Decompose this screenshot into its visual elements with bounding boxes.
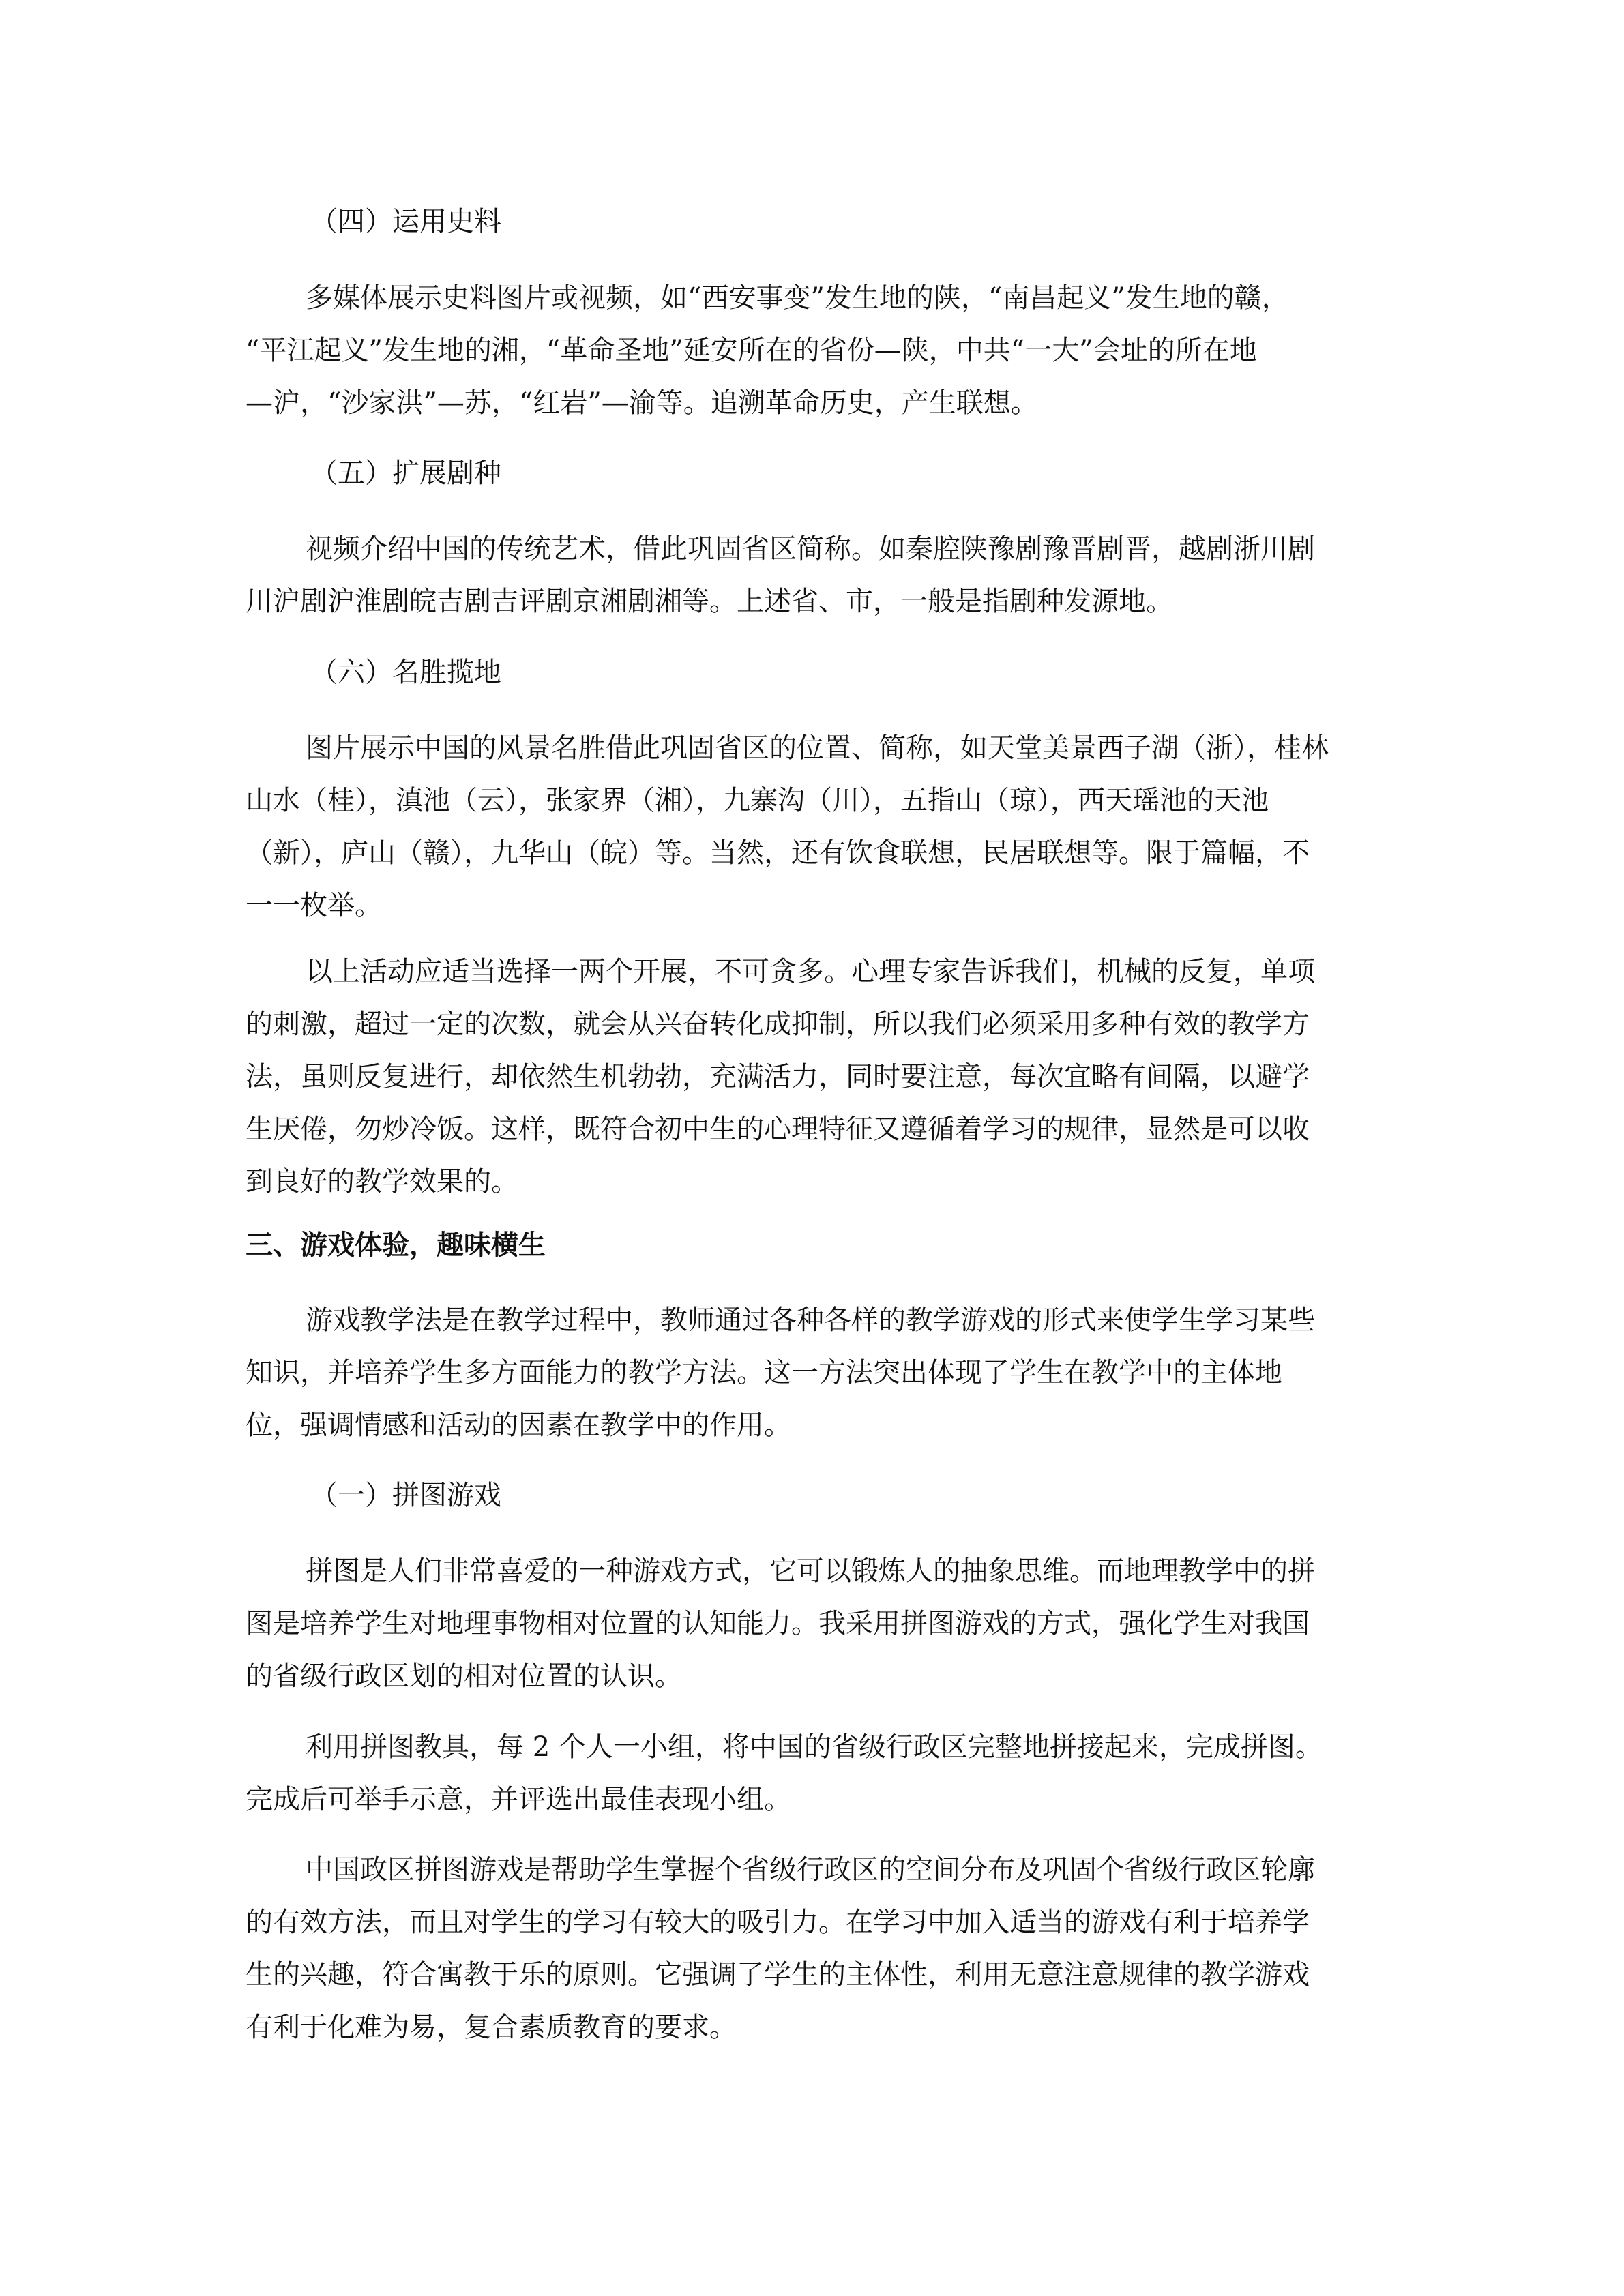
text-line: 山水（桂），滇池（云），张家界（湘），九寨沟（川），五指山（琼），西天瑶池的天池	[246, 785, 1269, 816]
text-line: 到良好的教学效果的。	[246, 1166, 518, 1197]
text-line: 游戏教学法是在教学过程中，教师通过各种各样的教学游戏的形式来使学生学习某些	[306, 1304, 1315, 1336]
text-line: 法，虽则反复进行，却依然生机勃勃，充满活力，同时要注意，每次宜略有间隔，以避学	[246, 1061, 1310, 1092]
part-heading-game-experience: 三、游戏体验，趣味横生	[246, 1229, 546, 1261]
text-line: 视频介绍中国的传统艺术，借此巩固省区简称。如秦腔陕豫剧豫晋剧晋，越剧浙川剧	[306, 533, 1315, 565]
text-line: 知识，并培养学生多方面能力的教学方法。这一方法突出体现了学生在教学中的主体地	[246, 1357, 1282, 1388]
text-line: 以上活动应适当选择一两个开展，不可贪多。心理专家告诉我们，机械的反复，单项	[306, 956, 1315, 987]
text-line: 图片展示中国的风景名胜借此巩固省区的位置、简称，如天堂美景西子湖（浙），桂林	[306, 732, 1329, 764]
paragraph-historical-materials	[246, 272, 1378, 430]
text-line: 中国政区拼图游戏是帮助学生掌握个省级行政区的空间分布及巩固个省级行政区轮廓	[306, 1854, 1315, 1885]
text-line: 图是培养学生对地理事物相对位置的认知能力。我采用拼图游戏的方式，强化学生对我国	[246, 1608, 1310, 1639]
paragraph-puzzle-summary	[246, 1844, 1378, 2054]
text-line: —沪，“沙家洪”—苏，“红岩”—渝等。追溯革命历史，产生联想。	[246, 387, 1038, 419]
text-line: “平江起义”发生地的湘，“革命圣地”延安所在的省份—陕，中共“一大”会址的所在地	[246, 335, 1257, 366]
paragraph-scenic-spots	[246, 722, 1378, 932]
text-line: 的刺激，超过一定的次数，就会从兴奋转化成抑制，所以我们必须采用多种有效的教学方	[246, 1009, 1310, 1040]
paragraph-puzzle-intro	[246, 1545, 1378, 1703]
section-heading-using-historical-materials: （四）运用史料	[310, 206, 501, 237]
text-line: 位，强调情感和活动的因素在教学中的作用。	[246, 1410, 791, 1441]
text-line: 利用拼图教具，每 2 个人一小组，将中国的省级行政区完整地拼接起来，完成拼图。	[306, 1731, 1323, 1763]
text-line: 的有效方法，而且对学生的学习有较大的吸引力。在学习中加入适当的游戏有利于培养学	[246, 1907, 1310, 1938]
text-line: 的省级行政区划的相对位置的认识。	[246, 1660, 682, 1692]
text-line: 有利于化难为易，复合素质教育的要求。	[246, 2012, 737, 2043]
text-line: （新），庐山（赣），九华山（皖）等。当然，还有饮食联想，民居联想等。限于篇幅，不	[246, 837, 1310, 869]
paragraph-opera-types	[246, 523, 1378, 628]
paragraph-game-teaching	[246, 1294, 1378, 1452]
text-line: 生厌倦，勿炒冷饭。这样，既符合初中生的心理特征又遵循着学习的规律，显然是可以收	[246, 1114, 1310, 1145]
text-line: 拼图是人们非常喜爱的一种游戏方式，它可以锻炼人的抽象思维。而地理教学中的拼	[306, 1555, 1315, 1587]
section-heading-opera-types: （五）扩展剧种	[310, 458, 501, 489]
paragraph-activity-summary	[246, 946, 1378, 1208]
section-heading-scenic-spots: （六）名胜揽地	[310, 657, 501, 688]
text-line: 多媒体展示史料图片或视频，如“西安事变”发生地的陕，“南昌起义”发生地的赣，	[306, 282, 1289, 314]
text-line: 川沪剧沪淮剧皖吉剧吉评剧京湘剧湘等。上述省、市，一般是指剧种发源地。	[246, 586, 1173, 617]
text-line: 完成后可举手示意，并评选出最佳表现小组。	[246, 1784, 791, 1815]
text-line: 一一枚举。	[246, 890, 382, 921]
text-line: 生的兴趣，符合寓教于乐的原则。它强调了学生的主体性，利用无意注意规律的教学游戏	[246, 1959, 1310, 1991]
section-heading-puzzle-game: （一）拼图游戏	[310, 1480, 501, 1511]
paragraph-puzzle-activity	[246, 1721, 1378, 1826]
